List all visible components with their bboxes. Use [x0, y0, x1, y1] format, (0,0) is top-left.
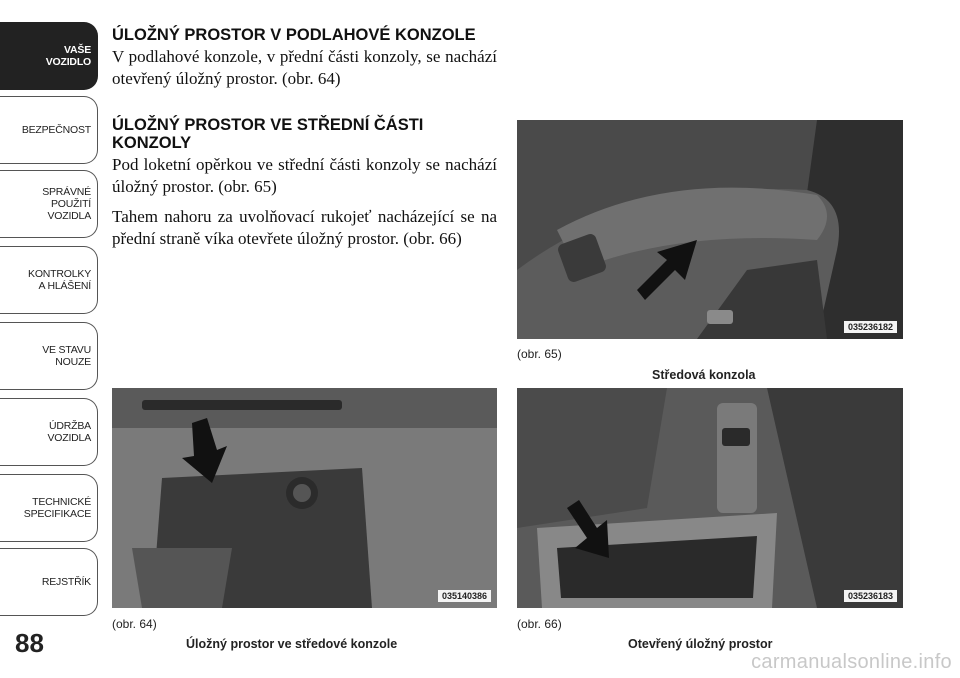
figure-ref: (obr. 65) — [517, 347, 562, 361]
tab-ve-stavu-nouze[interactable] — [0, 322, 98, 390]
tab-kontrolky[interactable] — [0, 246, 98, 314]
open-storage-illustration — [517, 388, 903, 608]
section-paragraph: Pod loketní opěrkou ve střední části konzoly se nachází úložný prostor. (obr. 65) — [112, 155, 497, 196]
photo-center-console — [517, 120, 903, 339]
section-paragraph: V podlahové konzole, v přední části konzoly, se nachází otevřený úložný prostor. (obr. 64) — [112, 47, 497, 88]
figure-caption: Úložný prostor ve středové konzole — [186, 637, 398, 651]
tab-label: SPRÁVNÉ POUŽITÍ VOZIDLA — [42, 186, 91, 222]
tab-technicke-specifikace[interactable] — [0, 474, 98, 542]
section-paragraph: Tahem nahoru za uvolňovací rukojeť nacházející se na přední straně víka otevřete úložný prostor. (obr. 66) — [112, 207, 497, 248]
console-illustration — [517, 120, 903, 339]
floor-console-illustration — [112, 388, 497, 608]
photo-floor-console — [112, 388, 497, 608]
image-code: 035236182 — [844, 321, 897, 333]
tab-rejstrik[interactable] — [0, 548, 98, 616]
page-number: 88 — [15, 628, 44, 658]
tab-vase-vozidlo[interactable] — [0, 22, 98, 90]
image-code: 035236183 — [844, 590, 897, 602]
section-center-console — [112, 116, 497, 250]
figure-ref: (obr. 64) — [112, 617, 157, 631]
tab-label: VAŠE VOZIDLO — [45, 44, 91, 68]
tab-udrzba[interactable] — [0, 398, 98, 466]
section-floor-console — [112, 26, 497, 90]
tab-label: TECHNICKÉ SPECIFIKACE — [23, 496, 91, 520]
tab-bezpecnost[interactable] — [0, 96, 98, 164]
tab-label: REJSTŘÍK — [41, 576, 91, 588]
photo-open-storage — [517, 388, 903, 608]
watermark: carmanualsonline.info — [751, 651, 952, 673]
tab-label: ÚDRŽBA VOZIDLA — [47, 420, 91, 444]
tab-label: KONTROLKY A HLÁŠENÍ — [28, 268, 91, 292]
figure-ref: (obr. 66) — [517, 617, 562, 631]
figure-caption: Středová konzola — [652, 368, 756, 382]
tab-spravne-pouziti[interactable] — [0, 170, 98, 238]
image-code: 035140386 — [438, 590, 491, 602]
section-heading: ÚLOŽNÝ PROSTOR VE STŘEDNÍ ČÁSTI KONZOLY — [112, 116, 424, 152]
section-heading: ÚLOŽNÝ PROSTOR V PODLAHOVÉ KONZOLE — [112, 26, 476, 44]
figure-caption: Otevřený úložný prostor — [628, 637, 773, 651]
tab-label: BEZPEČNOST — [21, 124, 91, 136]
tab-label: VE STAVU NOUZE — [42, 344, 91, 368]
